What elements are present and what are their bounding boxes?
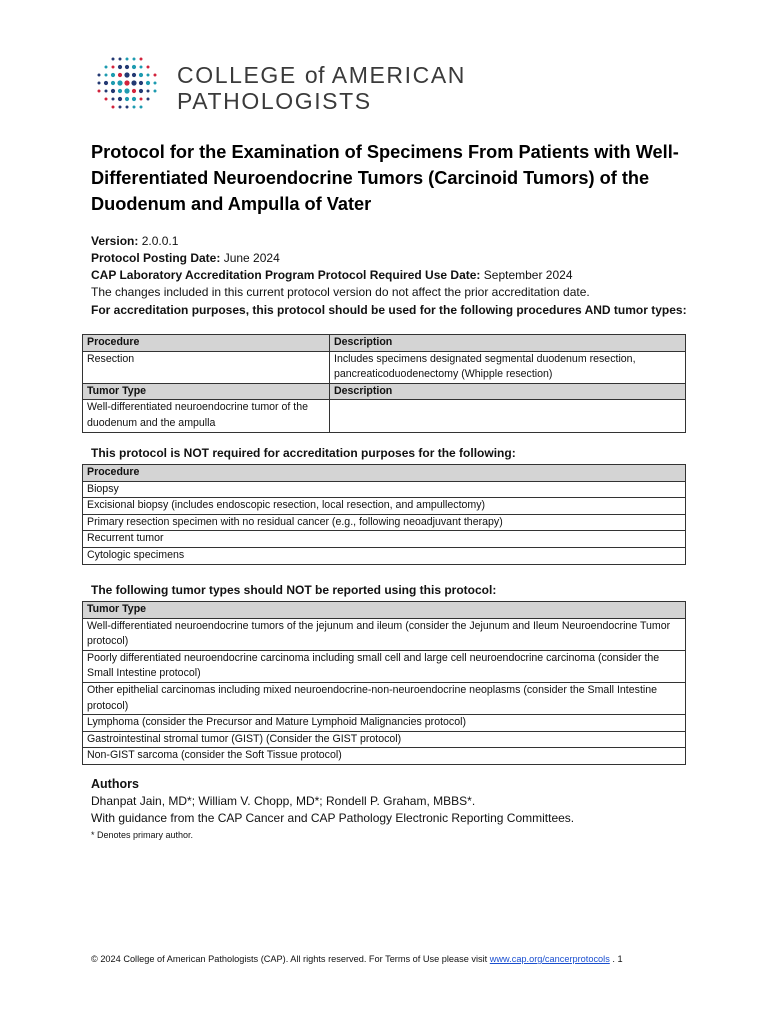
logo-dot	[132, 97, 136, 101]
logo-dot	[140, 98, 143, 101]
procedure-cell: Primary resection specimen with no residual cancer (e.g., following neoadjuvant therapy)	[83, 514, 686, 531]
guidance-line: With guidance from the CAP Cancer and CAP Pathology Electronic Reporting Committees.	[91, 811, 575, 825]
logo-dot	[140, 58, 143, 61]
table-header-row	[83, 602, 686, 619]
logo-dot	[154, 82, 157, 85]
tumor-type-header: Tumor Type	[83, 602, 686, 619]
primary-author-note: * Denotes primary author.	[91, 830, 194, 840]
logo-dot	[104, 81, 108, 85]
table-row	[83, 618, 686, 650]
copyright-text: © 2024 College of American Pathologists (CAP). All rights reserved. For Terms of Use please visit	[91, 954, 488, 964]
tumor-type-cell: Other epithelial carcinomas including mixed neuroendocrine-non-neuroendocrine neoplasms (consider the Small Intestine protocol)	[83, 682, 686, 714]
logo-dot	[133, 58, 136, 61]
table-row	[83, 547, 686, 564]
logo-dot	[126, 106, 129, 109]
tumor-type-cell: Non-GIST sarcoma (consider the Soft Tissue protocol)	[83, 748, 686, 765]
table-row	[83, 748, 686, 765]
not-required-heading: This protocol is NOT required for accreditation purposes for the following:	[91, 446, 516, 460]
accreditation-table	[82, 334, 686, 433]
description-cell: Includes specimens designated segmental duodenum resection, pancreaticoduodenectomy (Whipple resection)	[330, 351, 686, 383]
tumor-type-cell: Gastrointestinal stromal tumor (GIST) (Consider the GIST protocol)	[83, 731, 686, 748]
logo-dot	[118, 73, 122, 77]
procedure-cell: Resection	[83, 351, 330, 383]
logo-dot	[146, 81, 150, 85]
table-row	[83, 514, 686, 531]
table-row	[83, 715, 686, 732]
tumor-type-cell: Lymphoma (consider the Precursor and Mature Lymphoid Malignancies protocol)	[83, 715, 686, 732]
authors-heading: Authors	[91, 777, 139, 791]
logo-dot	[124, 80, 129, 85]
logo-dot	[124, 72, 129, 77]
logo-word-of: of	[304, 62, 326, 88]
protocol-metadata	[91, 233, 691, 318]
logo-dot	[140, 106, 143, 109]
authors-section	[91, 775, 691, 842]
logo-dot	[139, 89, 143, 93]
logo-dot	[131, 80, 136, 85]
changes-note: The changes included in this current protocol version do not affect the prior accreditation date.	[91, 285, 590, 299]
cap-dot-logo-icon	[95, 54, 159, 112]
tumor-type-header: Tumor Type	[83, 383, 330, 400]
logo-dot	[112, 98, 115, 101]
description-header: Description	[330, 335, 686, 352]
table-header-row	[83, 465, 686, 482]
logo-dot	[98, 74, 101, 77]
procedure-cell: Excisional biopsy (includes endoscopic resection, local resection, and ampullectomy)	[83, 498, 686, 515]
logo-dot	[105, 90, 108, 93]
document-title: Protocol for the Examination of Specimens From Patients with Well-Differentiated Neuroendocrine Tumors (Carcinoid Tumors) of the Duodenum and Ampulla of Vater	[91, 142, 679, 214]
tumor-type-cell: Poorly differentiated neuroendocrine carcinoma including small cell and large cell neuroendocrine carcinoma (consider the Small Intestine protocol)	[83, 650, 686, 682]
logo-dot	[132, 73, 136, 77]
version-value: 2.0.0.1	[141, 234, 179, 248]
table-row	[83, 650, 686, 682]
logo-dot	[98, 82, 101, 85]
logo-dot	[154, 90, 157, 93]
posting-date-value: June 2024	[223, 251, 280, 265]
logo-dot	[119, 58, 122, 61]
tumor-type-cell: Well-differentiated neuroendocrine tumor of the duodenum and the ampulla	[83, 400, 330, 432]
table-row	[83, 481, 686, 498]
logo-dot	[147, 66, 150, 69]
logo-dot	[119, 106, 122, 109]
version-line: Version: 2.0.0.1	[91, 234, 179, 248]
logo-word-college: COLLEGE	[177, 62, 297, 88]
logo-dot	[112, 58, 115, 61]
logo-dot	[147, 98, 150, 101]
logo-wordmark	[177, 62, 466, 114]
table-row	[83, 731, 686, 748]
table-row	[83, 531, 686, 548]
logo-dot	[111, 81, 115, 85]
logo-dot	[118, 97, 122, 101]
posting-date-line: Protocol Posting Date: June 2024	[91, 251, 280, 265]
logo-dot	[147, 90, 150, 93]
table-header-row	[83, 335, 686, 352]
logo-dot	[112, 66, 115, 69]
logo-word-american: AMERICAN	[331, 62, 466, 88]
tumor-type-cell: Well-differentiated neuroendocrine tumors of the jejunum and ileum (consider the Jejunum and Ileum Neuroendocrine Tumor protocol)	[83, 618, 686, 650]
logo-dot	[139, 81, 143, 85]
logo-dot	[125, 65, 129, 69]
logo-word-pathologists: PATHOLOGISTS	[177, 88, 372, 114]
table-row	[83, 400, 686, 432]
table-header-row	[83, 383, 686, 400]
tumor-description-cell	[330, 400, 686, 432]
table-row	[83, 498, 686, 515]
not-reported-table	[82, 601, 686, 765]
logo-dot	[118, 65, 122, 69]
logo-dot	[124, 88, 129, 93]
procedure-cell: Recurrent tumor	[83, 531, 686, 548]
logo-dot	[139, 73, 143, 77]
logo-dot	[105, 98, 108, 101]
page-number: . 1	[612, 954, 623, 964]
page-footer	[91, 954, 711, 964]
procedure-cell: Cytologic specimens	[83, 547, 686, 564]
logo-dot	[111, 89, 115, 93]
logo-dot	[125, 97, 129, 101]
tumor-description-header: Description	[330, 383, 686, 400]
procedure-cell: Biopsy	[83, 481, 686, 498]
logo-dot	[112, 106, 115, 109]
logo-dot	[133, 106, 136, 109]
logo-dot	[98, 90, 101, 93]
table-row	[83, 351, 686, 383]
procedure-header: Procedure	[83, 335, 330, 352]
logo-dot	[140, 66, 143, 69]
logo-dot	[132, 89, 136, 93]
table-row	[83, 682, 686, 714]
author-names: Dhanpat Jain, MD*; William V. Chopp, MD*; Rondell P. Graham, MBBS*.	[91, 794, 476, 808]
required-use-date-line: CAP Laboratory Accreditation Program Protocol Required Use Date: September 2024	[91, 268, 573, 282]
logo-dot	[147, 74, 150, 77]
logo-dot	[132, 65, 136, 69]
logo-dot	[117, 80, 122, 85]
logo-dot	[118, 89, 122, 93]
logo-dot	[126, 58, 129, 61]
procedure-header: Procedure	[83, 465, 686, 482]
logo-dot	[111, 73, 115, 77]
logo-dot	[105, 66, 108, 69]
not-reported-heading: The following tumor types should NOT be reported using this protocol:	[91, 583, 497, 597]
accreditation-heading: For accreditation purposes, this protocol should be used for the following procedures AND tumor types:	[91, 303, 687, 317]
cancer-protocols-link[interactable]: www.cap.org/cancerprotocols	[489, 954, 610, 964]
logo-dot	[154, 74, 157, 77]
required-use-date-value: September 2024	[483, 268, 573, 282]
not-required-table	[82, 464, 686, 565]
logo-dot	[105, 74, 108, 77]
